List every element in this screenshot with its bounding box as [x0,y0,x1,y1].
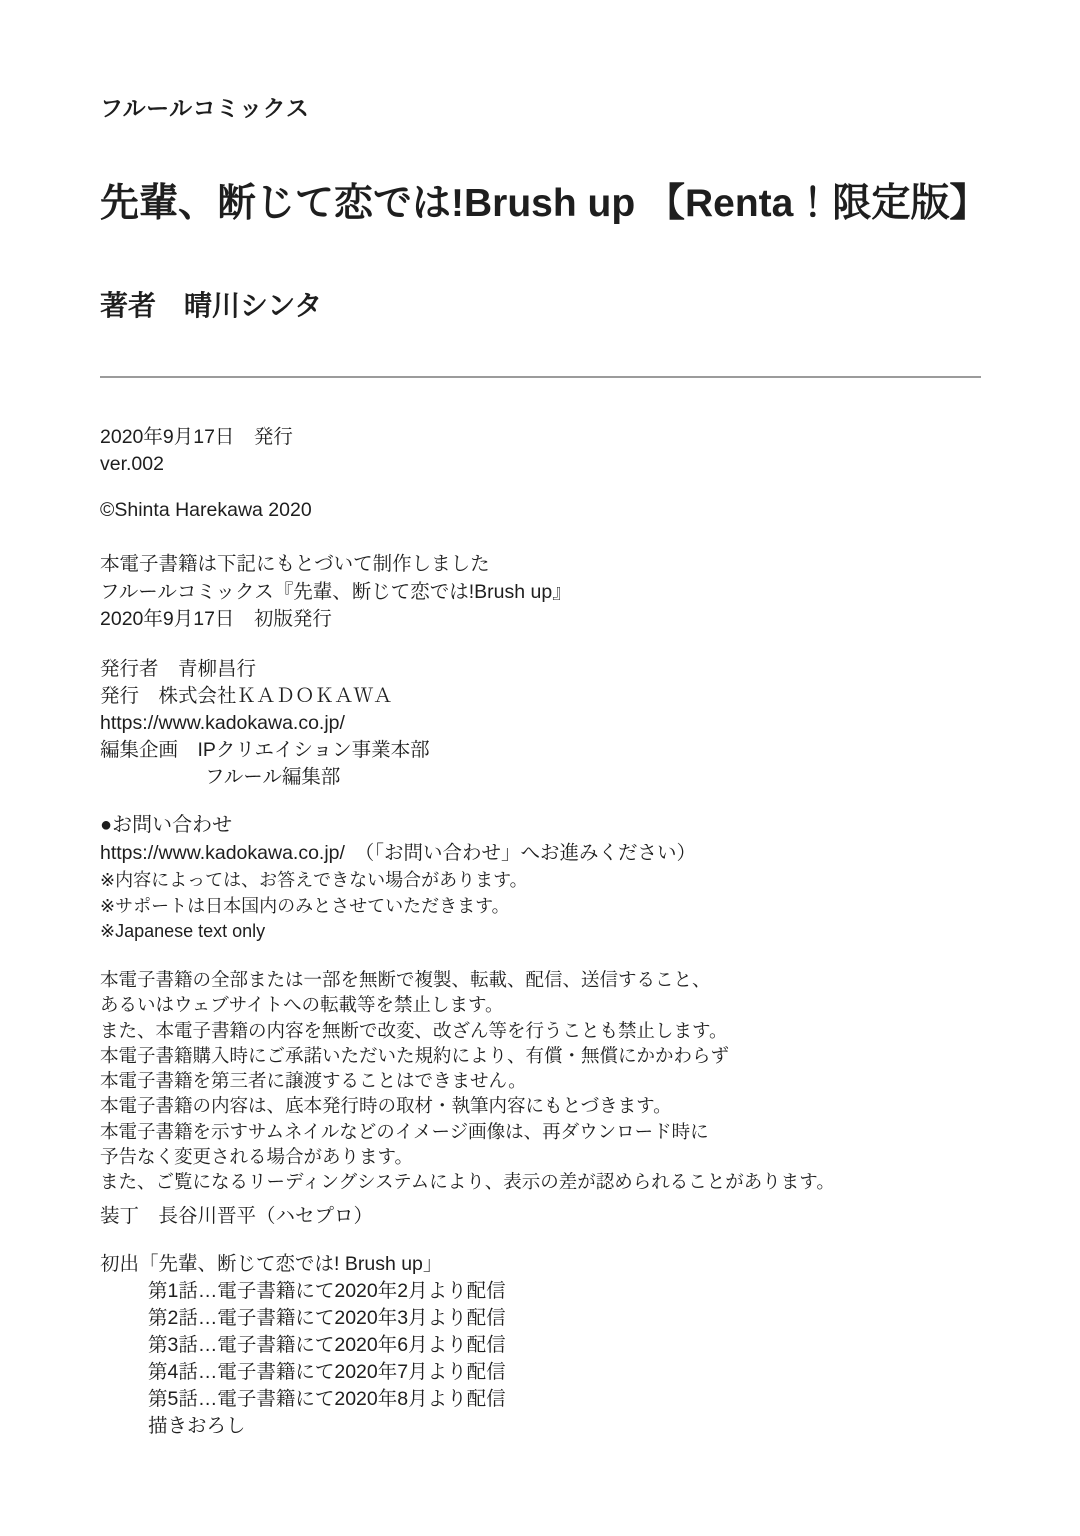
book-title: 先輩、断じて恋では!Brush up 【Renta！限定版】 [100,182,989,225]
source-block [100,551,572,634]
first-publication-item: 第2話…電子書籍にて2020年3月より配信 [148,1307,506,1329]
contact-note: ※サポートは日本国内のみとさせていただきます。 [100,895,510,916]
first-publication-item: 第5話…電子書籍にて2020年8月より配信 [148,1388,506,1410]
contact-block [100,811,696,945]
legal-line: 本電子書籍購入時にご承諾いただいた規約により、有償・無償にかかわらず [100,1044,730,1066]
publisher-block [100,656,430,791]
author-name: 晴川シンタ [184,290,323,321]
legal-line: 本電子書籍を第三者に譲渡することはできません。 [100,1070,527,1092]
contact-url-line: https://www.kadokawa.co.jp/ （「お問い合わせ」へお進みください） [100,842,696,864]
source-intro: 本電子書籍は下記にもとづいて制作しました [100,553,490,575]
first-edition-date: 2020年9月17日 初版発行 [100,608,332,630]
first-publication-item: 第1話…電子書籍にて2020年2月より配信 [148,1280,506,1302]
legal-line: また、本電子書籍の内容を無断で改変、改ざん等を行うことも禁止します。 [100,1019,728,1041]
legal-line: 本電子書籍の全部または一部を無断で複製、転載、配信、送信すること、 [100,969,711,990]
divider-rule [100,376,981,378]
contact-heading: ●お問い合わせ [100,814,233,836]
legal-line: 本電子書籍の内容は、底本発行時の取材・執筆内容にもとづきます。 [100,1095,672,1117]
first-publication-item: 第3話…電子書籍にて2020年6月より配信 [148,1334,506,1356]
first-publication-title: 「先輩、断じて恋では! Brush up」 [139,1253,443,1275]
publisher-company: 発行 株式会社ＫＡＤＯＫＡＷＡ [100,685,393,707]
publisher-url: https://www.kadokawa.co.jp/ [100,712,345,734]
first-publication-label: 初出 [100,1253,140,1275]
first-publication-content [139,1251,506,1440]
editorial-department: フルール編集部 [205,766,341,788]
cover-design-line: 装丁 長谷川晋平（ハセプロ） [100,1205,374,1227]
legal-line: また、ご覧になるリーディングシステムにより、表示の差が認められることがあります。 [100,1171,835,1193]
publisher-person: 発行者 青柳昌行 [100,658,257,680]
legal-block [100,967,835,1195]
author-line [100,284,322,324]
source-book: フルールコミックス『先輩、断じて恋では!Brush up』 [100,580,572,603]
edition-block [100,424,293,478]
legal-line: 予告なく変更される場合があります。 [100,1146,414,1168]
planning-division: 編集企画 IPクリエイション事業本部 [100,739,430,761]
first-publication-item: 描きおろし [148,1415,246,1437]
imprint-label: フルールコミックス [100,95,310,121]
legal-line: あるいはウェブサイトへの転載等を禁止します。 [100,994,504,1016]
copyright-line: ©Shinta Harekawa 2020 [100,499,312,521]
contact-note: ※Japanese text only [100,921,266,941]
first-publication-item: 第4話…電子書籍にて2020年7月より配信 [148,1361,506,1383]
author-label: 著者 [100,290,157,321]
contact-note: ※内容によっては、お答えできない場合があります。 [100,870,528,890]
issue-date: 2020年9月17日 発行 [100,426,293,448]
first-publication-block [100,1251,506,1440]
legal-line: 本電子書籍を示すサムネイルなどのイメージ画像は、再ダウンロード時に [100,1120,709,1142]
version-number: ver.002 [100,453,164,475]
